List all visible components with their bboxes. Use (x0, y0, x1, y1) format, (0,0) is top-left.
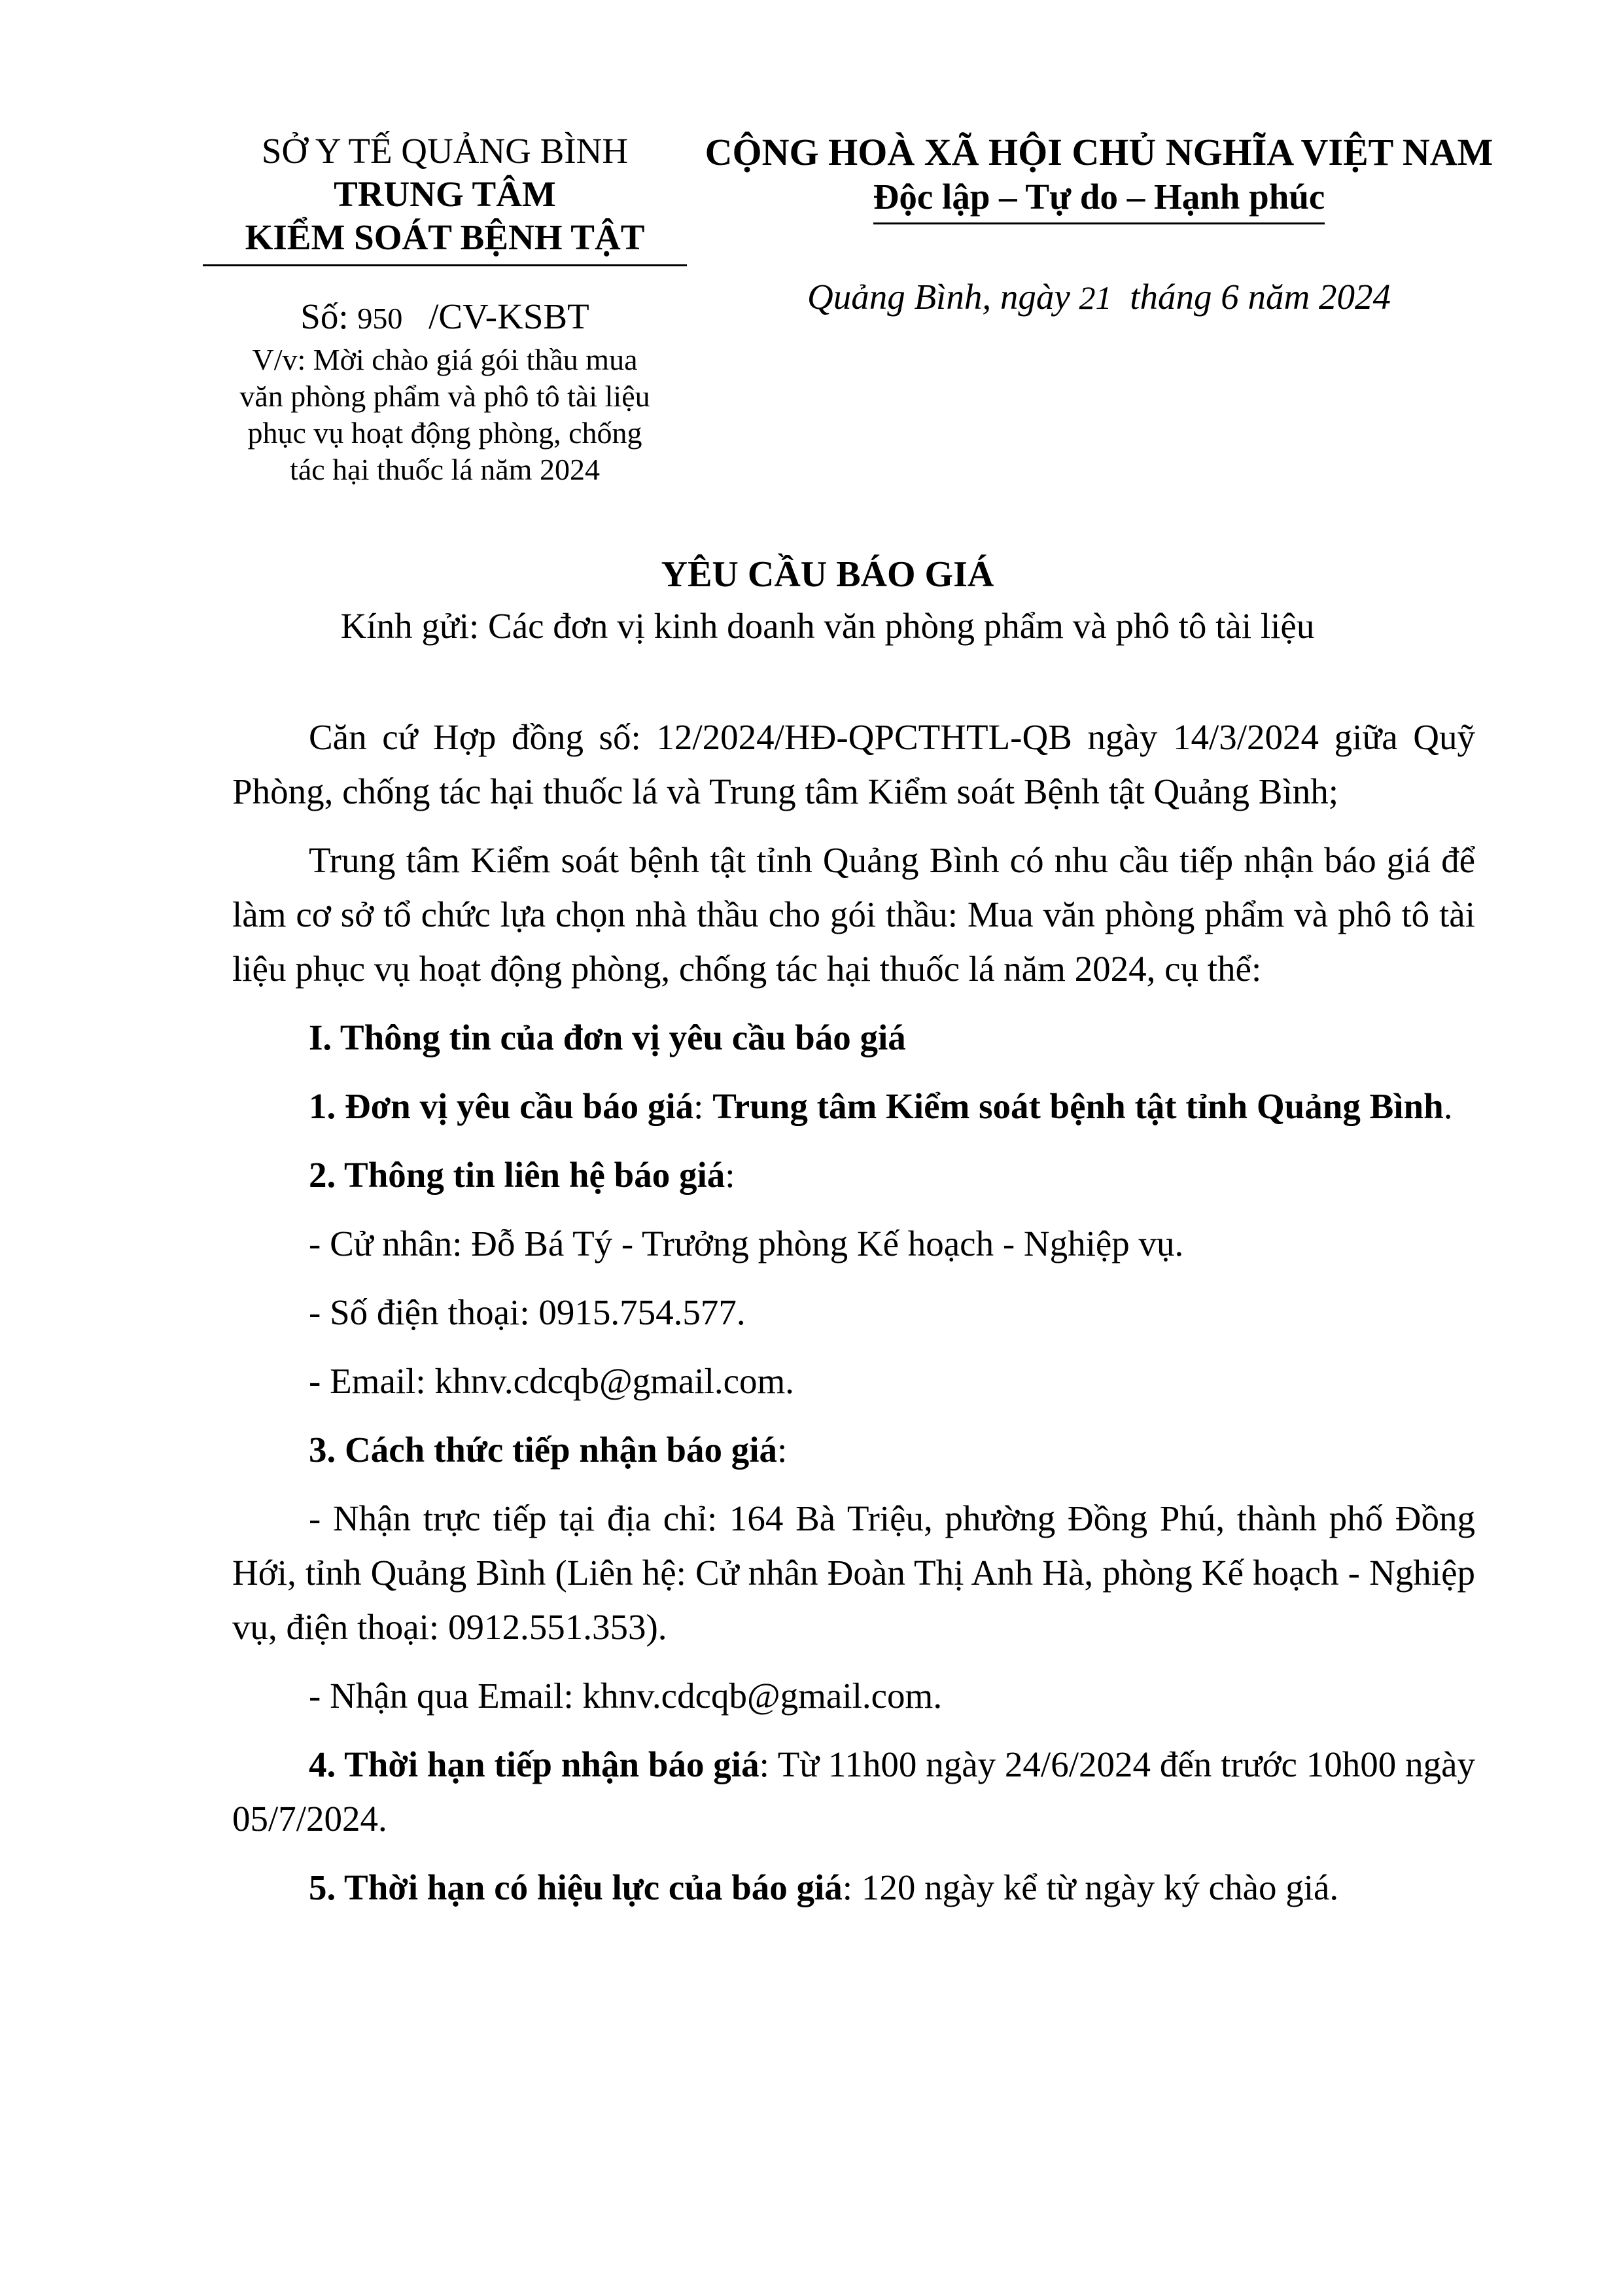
receipt-in-person: - Nhận trực tiếp tại địa chỉ: 164 Bà Triệu, phường Đồng Phú, thành phố Đồng Hới, tỉnh Quảng Bình (Liên hệ: Cử nhân Đoàn Thị Anh Hà, phòng Kế hoạch - Nghiệp vụ, điện thoại: 0912.551.353). (232, 1498, 1475, 1647)
issuer-underline (203, 264, 687, 266)
receipt-by-email: - Nhận qua Email: khnv.cdcqb@gmail.com. (309, 1676, 943, 1716)
document-number-value: 950 (357, 302, 403, 335)
document-subject (190, 342, 700, 488)
document-body (232, 710, 1475, 1929)
section-heading: I. Thông tin của đơn vị yêu cầu báo giá (309, 1017, 906, 1057)
quote-validity (232, 1860, 1475, 1915)
organization-name-line1: TRUNG TÂM (334, 174, 556, 214)
requesting-unit-label: 1. Đơn vị yêu cầu báo giá (309, 1086, 694, 1126)
receipt-deadline-text: : Từ 11h00 ngày 24/6/2024 đến trước 10h00 ngày 05/7/2024. (232, 1744, 1475, 1839)
intro-paragraph: Trung tâm Kiểm soát bệnh tật tỉnh Quảng Bình có nhu cầu tiếp nhận báo giá để làm cơ sở tổ chức lựa chọn nhà thầu cho gói thầu: Mua văn phòng phẩm và phô tô tài liệu phục vụ hoạt động phòng, chống tác hại thuốc lá năm 2024, cụ thể: (232, 840, 1475, 989)
contact-heading-label: 2. Thông tin liên hệ báo giá (309, 1155, 725, 1195)
contact-heading-sep: : (725, 1155, 735, 1195)
contact-person: - Cử nhân: Đỗ Bá Tý - Trưởng phòng Kế hoạch - Nghiệp vụ. (309, 1224, 1184, 1263)
date-day: 21 (1079, 279, 1112, 316)
receipt-deadline (232, 1737, 1475, 1846)
national-title: CỘNG HOÀ XÃ HỘI CHỦ NGHĨA VIỆT NAM (705, 131, 1493, 173)
date-month-label: tháng (1130, 277, 1212, 317)
quote-validity-text: : 120 ngày kể từ ngày ký chào giá. (842, 1867, 1339, 1907)
receipt-method-sep: : (777, 1430, 788, 1470)
document-number-prefix: Số: (300, 296, 349, 336)
requesting-unit-end: . (1443, 1086, 1453, 1126)
requesting-unit-sep: : (693, 1086, 704, 1126)
subject-line: V/v: Mời chào giá gói thầu mua (252, 343, 638, 376)
document-title: YÊU CẦU BÁO GIÁ (661, 554, 994, 595)
document-number-suffix: /CV-KSBT (428, 296, 589, 336)
requesting-unit-value: Trung tâm Kiểm soát bệnh tật tỉnh Quảng Bình (712, 1086, 1444, 1126)
national-header (687, 130, 1511, 319)
contact-heading (232, 1148, 1475, 1202)
contact-email: - Email: khnv.cdcqb@gmail.com. (309, 1361, 795, 1401)
greeting: Kính gửi: Các đơn vị kinh doanh văn phòng phẩm và phô tô tài liệu (340, 606, 1315, 646)
organization-name-line2: KIỂM SOÁT BỆNH TẬT (245, 217, 645, 257)
quote-validity-label: 5. Thời hạn có hiệu lực của báo giá (309, 1867, 843, 1907)
date-place: Quảng Bình, ngày (807, 277, 1070, 317)
receipt-method-label: 3. Cách thức tiếp nhận báo giá (309, 1430, 778, 1470)
subject-line: tác hại thuốc lá năm 2024 (290, 453, 600, 486)
receipt-deadline-label: 4. Thời hạn tiếp nhận báo giá (309, 1744, 759, 1784)
department-name: SỞ Y TẾ QUẢNG BÌNH (261, 131, 629, 171)
issuer-block (190, 130, 700, 488)
document-number (190, 295, 700, 340)
subject-line: phục vụ hoạt động phòng, chống (247, 416, 642, 450)
receipt-method-heading (232, 1422, 1475, 1477)
requesting-unit (232, 1079, 1475, 1133)
subject-line: văn phòng phẩm và phô tô tài liệu (239, 380, 650, 413)
contact-phone: - Số điện thoại: 0915.754.577. (309, 1292, 746, 1332)
date-month: 6 (1221, 277, 1239, 317)
date-year: năm 2024 (1248, 277, 1391, 317)
national-motto: Độc lập – Tự do – Hạnh phúc (873, 175, 1325, 224)
place-date (687, 275, 1511, 319)
basis-paragraph: Căn cứ Hợp đồng số: 12/2024/HĐ-QPCTHTL-QB ngày 14/3/2024 giữa Quỹ Phòng, chống tác hại thuốc lá và Trung tâm Kiểm soát Bệnh tật Quảng Bình; (232, 717, 1475, 811)
